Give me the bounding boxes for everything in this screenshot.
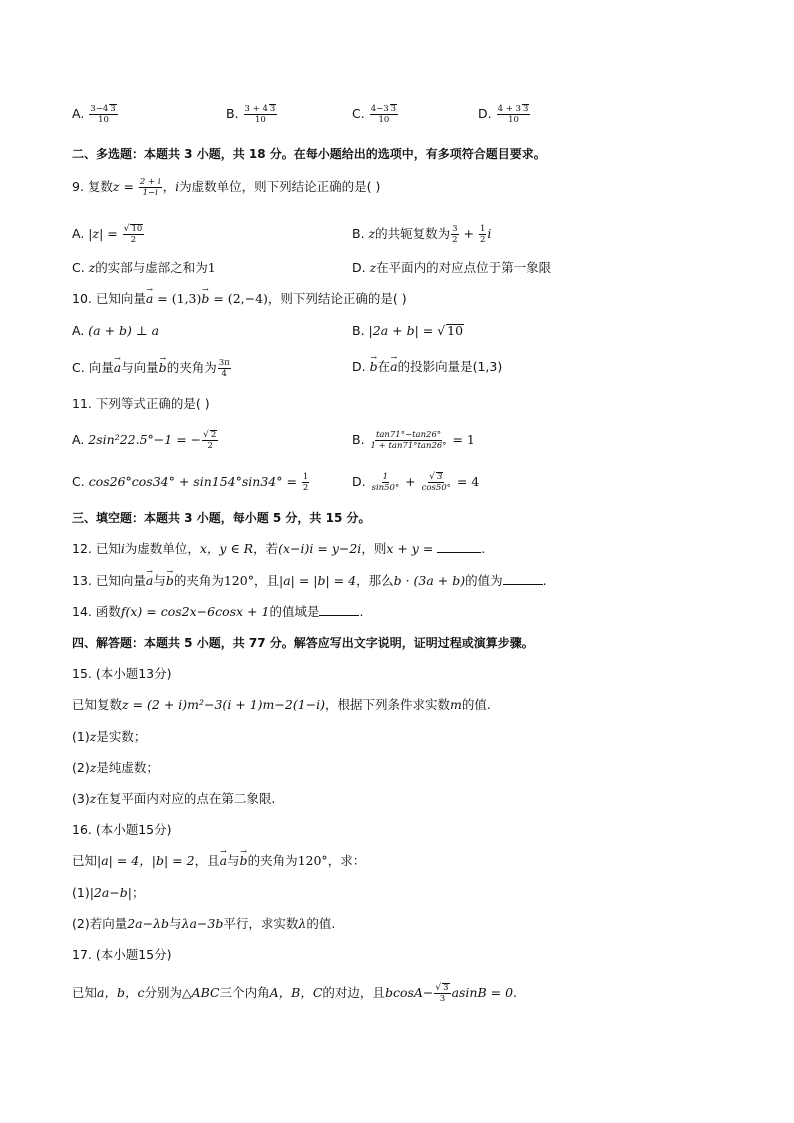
q10-option-c[interactable] <box>72 358 232 379</box>
question-text: 三个内角 <box>219 985 270 1000</box>
answer-blank[interactable] <box>437 552 481 553</box>
denominator: 2 <box>452 235 458 245</box>
math-expr: b · (3a + b) <box>393 573 466 588</box>
denominator: 2 <box>479 235 486 245</box>
question-14 <box>72 603 363 621</box>
math-expr: |a| = 4，|b| = 2 <box>97 853 195 868</box>
radicand: 10 <box>447 323 464 338</box>
vector: → b <box>201 290 209 308</box>
fraction <box>370 104 398 125</box>
question-10-stem <box>72 290 407 308</box>
part-label: (1) <box>72 885 90 900</box>
q10-option-a[interactable] <box>72 322 159 340</box>
variable: z <box>88 260 96 275</box>
question-17-header: 17. (本小题15分) <box>72 947 172 962</box>
fraction <box>302 472 309 493</box>
part-text: 的值. <box>306 916 336 931</box>
option-text: 在 <box>377 359 391 374</box>
question-text: 已知 <box>72 985 98 1000</box>
q10-option-b[interactable] <box>352 322 464 340</box>
question-text: ，那么 <box>356 573 394 588</box>
question-text: ，且 <box>194 853 220 868</box>
numerator: 1 <box>382 472 389 482</box>
denominator: 1−i <box>142 188 158 198</box>
question-15-part-2 <box>72 759 159 777</box>
question-13 <box>72 572 547 590</box>
question-15-part-3 <box>72 790 275 808</box>
radicand: 3 <box>390 104 397 114</box>
denominator: cos50° <box>421 483 451 493</box>
math-expr: 2sin²22.5°−1 = − <box>88 432 202 447</box>
question-number: 14. 函数 <box>72 604 121 619</box>
math-expr: = (2,−4) <box>209 291 268 306</box>
sqrt-symbol: √ <box>437 323 446 338</box>
math-expr: asinB = 0 <box>451 985 514 1000</box>
radicand: 3 <box>522 104 529 114</box>
fraction <box>451 224 458 245</box>
part-text: 在复平面内对应的点在第二象限. <box>96 791 276 806</box>
option-text: 的夹角为 <box>166 360 217 375</box>
fraction <box>434 983 450 1004</box>
variable: z <box>89 729 97 744</box>
question-text: 与 <box>153 573 166 588</box>
math-expr: (a + b) ⊥ a <box>88 323 160 338</box>
answer-blank[interactable] <box>503 584 543 585</box>
numerator: 2 + i <box>139 177 161 187</box>
numerator: 3 + 4 <box>244 104 268 114</box>
option-label: D. <box>352 359 370 374</box>
variable: z <box>89 760 97 775</box>
vector: → b <box>166 572 174 590</box>
part-label: (2) <box>72 916 90 931</box>
section-heading-fill-in: 三、填空题：本题共 3 小题，每小题 5 分，共 15 分。 <box>72 511 371 525</box>
variable: z <box>369 260 377 275</box>
variable: z <box>368 226 376 241</box>
math-expr: x + y = <box>386 541 438 556</box>
vector: → b <box>240 852 248 870</box>
math-expr: 2a−λb <box>127 916 170 931</box>
fraction <box>89 104 117 125</box>
q11-option-d[interactable] <box>352 472 479 493</box>
numerator: 4 + 3 <box>497 104 521 114</box>
denominator: 10 <box>378 115 390 125</box>
fraction <box>497 104 531 125</box>
option-label: A. <box>72 226 89 241</box>
math-expr: f(x) = cos2x−6cosx + 1 <box>120 604 270 619</box>
punct: ； <box>132 885 145 900</box>
plus: + <box>459 226 478 241</box>
sqrt-symbol: √ <box>123 224 130 234</box>
question-text: ，则下列结论正确的是( ) <box>267 291 407 306</box>
math-expr: z = (2 + i)m²−3(i + 1)m−2(1−i) <box>122 697 326 712</box>
section-heading-multiple-choice: 二、多选题：本题共 3 小题，共 18 分。在每小题给出的选项中，有多项符合题目要求。 <box>72 147 546 161</box>
vector: → a <box>220 852 227 870</box>
answer-blank[interactable] <box>319 615 359 616</box>
radicand: 3 <box>436 472 443 482</box>
question-text: ，且 <box>253 573 279 588</box>
math-expr: |2a + b| = <box>368 323 438 338</box>
fraction <box>139 177 162 198</box>
part-label: (3) <box>72 791 90 806</box>
math-expr: 120° <box>297 853 328 868</box>
option-text: 在平面内的对应点位于第一象限 <box>376 260 552 275</box>
question-text: 分别为 <box>144 985 182 1000</box>
denominator: 2 <box>302 483 309 493</box>
option-label: D. <box>352 260 370 275</box>
denominator: 2 <box>207 441 213 451</box>
question-text: 的值为 <box>465 573 503 588</box>
vector: → a <box>146 290 153 308</box>
question-15-stem <box>72 696 491 714</box>
option-label: B. <box>352 432 369 447</box>
equals: = <box>119 179 138 194</box>
math-expr: = 1 <box>448 432 475 447</box>
q8-option-a[interactable] <box>72 104 119 125</box>
fraction <box>218 358 231 379</box>
denominator: 10 <box>508 115 519 125</box>
vector: → b <box>370 358 378 376</box>
part-text: 若向量 <box>89 916 128 931</box>
radicand: 2 <box>210 430 217 440</box>
option-label: C. <box>72 360 89 375</box>
question-text: 的值. <box>461 697 491 712</box>
variable: z <box>112 179 120 194</box>
q11-option-c[interactable] <box>72 472 310 493</box>
fraction <box>202 430 218 451</box>
denominator: 2 <box>130 235 137 245</box>
radicand: 3 <box>110 104 116 114</box>
fraction <box>244 104 278 125</box>
math-expr: |a| = |b| = 4 <box>278 573 357 588</box>
question-text: 的值域是 <box>269 604 320 619</box>
section-heading-answer: 四、解答题：本题共 5 小题，共 77 分。解答应写出文字说明，证明过程或演算步骤。 <box>72 636 534 650</box>
option-label: A. <box>72 323 89 338</box>
question-11-stem: 11. 下列等式正确的是( ) <box>72 396 210 411</box>
punct: . <box>359 604 364 619</box>
question-text: 为虚数单位，则下列结论正确的是( ) <box>179 179 381 194</box>
math-expr: λa−3b <box>181 916 224 931</box>
punct: . <box>542 573 547 588</box>
denominator: 3 <box>439 994 446 1004</box>
option-label: B. <box>352 323 369 338</box>
question-text: 已知 <box>72 853 98 868</box>
value: 1 <box>207 260 216 275</box>
question-16-stem <box>72 852 365 870</box>
math-expr: (x−i)i = y−2i <box>278 541 362 556</box>
option-label: C. <box>72 260 89 275</box>
math-expr: x，y ∈ R <box>199 541 254 556</box>
question-15-header: 15. (本小题13分) <box>72 666 172 681</box>
question-number: 12. 已知 <box>72 541 121 556</box>
denominator: 1 + tan71°tan26° <box>370 441 447 451</box>
option-label: B. <box>226 106 239 121</box>
q11-option-b[interactable] <box>352 430 475 451</box>
question-text: 与 <box>227 853 240 868</box>
sqrt-symbol: √ <box>435 983 442 993</box>
plus: + <box>401 474 420 489</box>
part-text: 与 <box>169 916 182 931</box>
variable: i <box>487 226 492 241</box>
q8-option-c[interactable] <box>352 104 399 125</box>
question-text: ，求： <box>327 853 366 868</box>
numerator: 1 <box>302 472 309 482</box>
punct: . <box>513 985 518 1000</box>
punct: ， <box>162 179 176 194</box>
vector: → b <box>159 359 167 377</box>
radicand: 3 <box>269 104 276 114</box>
option-label: D. <box>352 474 370 489</box>
option-text: 向量 <box>88 360 114 375</box>
fraction <box>479 224 486 245</box>
part-text: 是纯虚数； <box>96 760 159 775</box>
variable: i <box>175 179 180 194</box>
question-text: 的夹角为 <box>247 853 298 868</box>
option-label: C. <box>352 106 365 121</box>
vector: → a <box>146 572 153 590</box>
math-expr: 120° <box>223 573 254 588</box>
question-15-part-1 <box>72 728 146 746</box>
q9-option-d[interactable] <box>352 259 551 277</box>
question-number: 9. 复数 <box>72 179 113 194</box>
option-label: D. <box>478 106 492 121</box>
numerator: 3 <box>452 224 458 234</box>
fraction <box>123 224 145 245</box>
option-text: 的共轭复数为 <box>375 226 451 241</box>
question-text: ，则 <box>361 541 387 556</box>
variable: λ <box>298 916 307 931</box>
q9-option-c[interactable] <box>72 259 216 277</box>
variable: i <box>120 541 125 556</box>
option-text: 与向量 <box>121 360 159 375</box>
math-expr: = 4 <box>452 474 480 489</box>
denominator: 10 <box>98 115 109 125</box>
numerator: 1 <box>479 224 486 234</box>
radicand: 10 <box>131 224 143 234</box>
sqrt-symbol: √ <box>429 472 435 482</box>
math-expr: |2a−b| <box>89 885 133 900</box>
part-label: (2) <box>72 760 90 775</box>
q8-option-d[interactable] <box>478 104 531 125</box>
question-number: 10. 已知向量 <box>72 291 146 306</box>
q8-option-b[interactable] <box>226 104 278 125</box>
math-expr: △ABC <box>182 985 220 1000</box>
math-expr: bcosA− <box>384 985 434 1000</box>
fraction <box>371 472 401 493</box>
equals: = <box>103 226 122 241</box>
question-16-part-2 <box>72 915 335 933</box>
question-16-part-1 <box>72 884 145 902</box>
q11-option-a[interactable] <box>72 430 219 451</box>
option-label: A. <box>72 432 89 447</box>
question-16-header: 16. (本小题15分) <box>72 822 172 837</box>
denominator: 4 <box>221 369 227 379</box>
numerator: 4−3 <box>370 104 389 114</box>
q10-option-d[interactable] <box>352 358 502 376</box>
math-expr: = (1,3) <box>153 291 202 306</box>
option-text: 的实部与虚部之和为 <box>95 260 208 275</box>
question-text: 的夹角为 <box>173 573 224 588</box>
math-expr: |z| <box>88 226 104 241</box>
variable: m <box>450 697 462 712</box>
numerator: 3−4 <box>90 104 109 114</box>
fraction <box>370 430 448 451</box>
denominator: 10 <box>255 115 266 125</box>
question-number: 13. 已知向量 <box>72 573 146 588</box>
part-text: 平行，求实数 <box>223 916 299 931</box>
sqrt-symbol: √ <box>203 430 209 440</box>
vector: → a <box>390 358 397 376</box>
q9-option-a[interactable] <box>72 224 145 245</box>
question-text: 已知复数 <box>72 697 123 712</box>
q9-option-b[interactable] <box>352 224 491 245</box>
denominator: sin50° <box>371 483 400 493</box>
numerator: 3π <box>218 358 230 368</box>
question-text: 为虚数单位， <box>124 541 200 556</box>
question-9-stem <box>72 177 380 198</box>
radicand: 3 <box>443 983 449 993</box>
question-text: ，若 <box>253 541 279 556</box>
fraction <box>421 472 452 493</box>
math-expr: A，B，C <box>269 985 323 1000</box>
numerator: tan71°−tan26° <box>375 430 442 440</box>
option-label: C. <box>72 474 89 489</box>
variable: z <box>89 791 97 806</box>
part-label: (1) <box>72 729 90 744</box>
math-expr: cos26°cos34° + sin154°sin34° = <box>88 474 301 489</box>
question-text: 的对边，且 <box>322 985 385 1000</box>
question-17-stem <box>72 983 517 1004</box>
option-label: B. <box>352 226 369 241</box>
punct: . <box>481 541 486 556</box>
math-expr: a，b，c <box>97 985 145 1000</box>
part-text: 是实数； <box>96 729 147 744</box>
option-text: 的投影向量是(1,3) <box>397 359 503 374</box>
question-text: ，根据下列条件求实数 <box>325 697 451 712</box>
option-label: A. <box>72 106 85 121</box>
vector: → a <box>114 359 121 377</box>
question-12 <box>72 540 485 558</box>
